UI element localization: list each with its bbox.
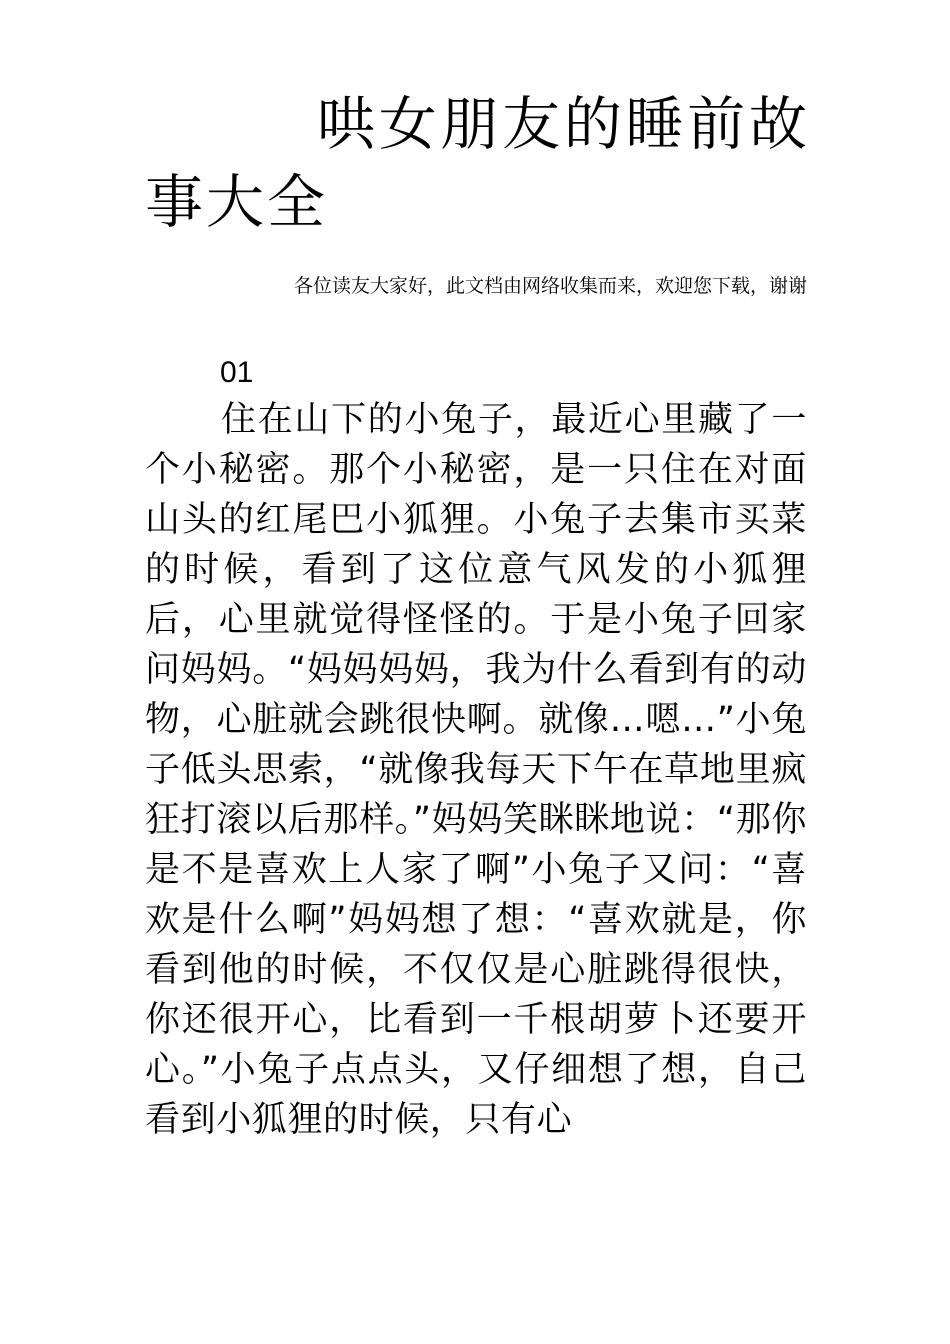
document-subtitle: 各位读友大家好，此文档由网络收集而来，欢迎您下载，谢谢 — [293, 275, 807, 297]
section-number: 01 — [220, 356, 254, 389]
story-paragraph: 住在山下的小兔子，最近心里藏了一个小秘密。那个小秘密，是一只住在对面山头的红尾巴小狐狸。小兔子去集市买菜的时候，看到了这位意气风发的小狐狸后，心里就觉得怪怪的。于是小兔子回家问妈妈。“妈妈妈妈，我为什么看到有的动物，心脏就会跳很快啊。就像…嗯…”小兔子低头思索，“就像我每天下午在草地里疯狂打滚以后那样。”妈妈笑眯眯地说：“那你是不是喜欢上人家了啊”小兔子又问：“喜欢是什么啊”妈妈想了想：“喜欢就是，你看到他的时候，不仅仅是心脏跳得很快，你还很开心，比看到一千根胡萝卜还要开心。”小兔子点点头，又仔细想了想，自己看到小狐狸的时候，只有心 — [145, 400, 807, 1140]
document-title: 哄女朋友的睡前故事大全 — [145, 90, 810, 236]
